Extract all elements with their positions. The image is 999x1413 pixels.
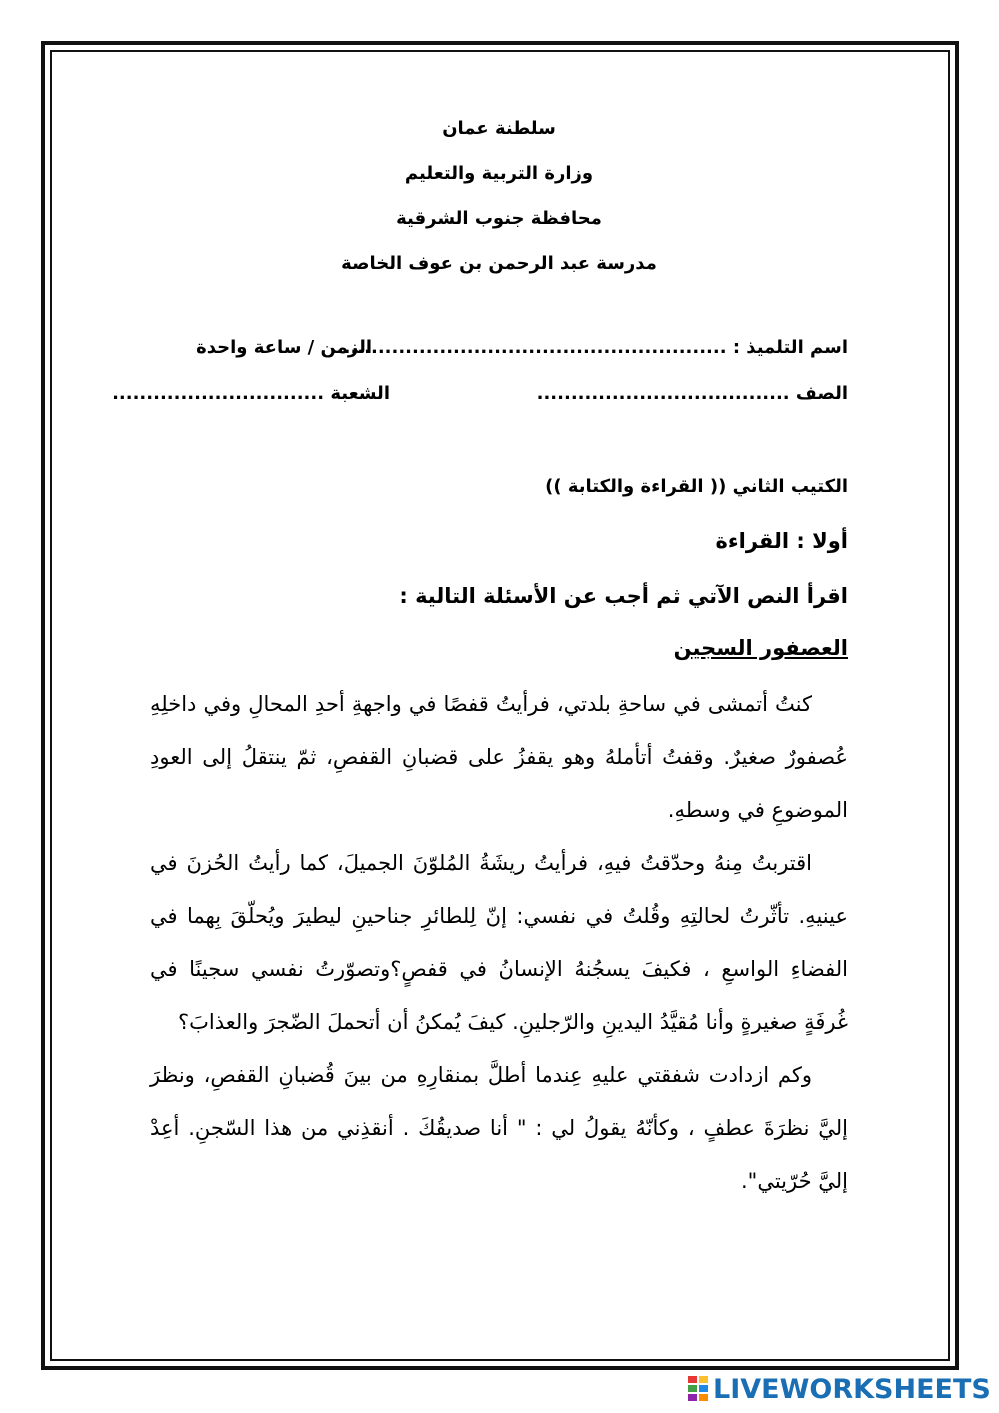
paragraph-3: وكم ازدادت شفقتي عليهِ عِندما أطلَّ بمنقارِهِ من بينَ قُضبانِ القفصِ، ونظرَ إليَّ نظرَةَ عطفٍ ، وكأنّهُ يقولُ لي : " أنا صديقُكَ . أنقذِني من هذا السّجنِ. أعِدْ إليَّ حُرّيتي". — [150, 1063, 848, 1193]
worksheet-content — [112, 118, 848, 1208]
paragraph-1: كنتُ أتمشى في ساحةِ بلدتي، فرأيتُ قفصًا في واجهةِ أحدِ المحالِ وفي داخلِهِ عُصفورٌ صغيرٌ. وقفتُ أتأملهُ وهو يقفزُ على قضبانِ القفصِ، ثمّ ينتقلُ إلى العودِ الموضوعِ في وسطهِ. — [150, 692, 848, 822]
time-label: الزمن / ساعة واحدة — [196, 337, 372, 358]
info-row-name-time — [150, 337, 848, 383]
liveworksheets-mark-icon — [688, 1376, 710, 1402]
header-school: مدرسة عبد الرحمن بن عوف الخاصة — [341, 253, 657, 274]
student-name-field[interactable]: اسم التلميذ : .......................................................... — [329, 337, 848, 358]
grade-field[interactable]: الصف ..................................... — [536, 383, 848, 404]
instruction: اقرأ النص الآتي ثم أجب عن الأسئلة التالية : — [399, 584, 848, 608]
header-governorate: محافظة جنوب الشرقية — [396, 208, 602, 229]
story-title: العصفور السجين — [673, 636, 848, 660]
part-heading: أولا : القراءة — [715, 529, 848, 553]
liveworksheets-brand: LIVEWORKSHEETS — [713, 1373, 991, 1405]
header-country: سلطنة عمان — [442, 118, 556, 139]
info-row-grade-section — [112, 383, 848, 475]
booklet-title: الكتيب الثاني (( القراءة والكتابة )) — [545, 476, 848, 497]
section-field[interactable]: الشعبة ............................... — [112, 383, 390, 404]
liveworksheets-logo[interactable] — [688, 1374, 991, 1404]
header-ministry: وزارة التربية والتعليم — [404, 163, 594, 184]
paragraph-2: اقتربتُ مِنهُ وحدّقتُ فيهِ، فرأيتُ ريشَةُ المُلوّنَ الجميلَ، كما رأيتُ الحُزنَ في عينيهِ. تأثّرتُ لحالتِهِ وقُلتُ في نفسي: إنّ لِلطائرِ جناحينِ ليطيرَ ويُحلّقَ بِهما في الفضاءِ الواسعِ ، فكيفَ يسجُنهُ الإنسانُ في قفصٍ؟وتصوّرتُ نفسي سجينًا في غُرفَةٍ صغيرةٍ وأنا مُقيَّدُ اليدينِ والرّجلينِ. كيفَ يُمكنُ أن أتحملَ الضّجرَ والعذابَ؟ — [150, 851, 848, 1034]
